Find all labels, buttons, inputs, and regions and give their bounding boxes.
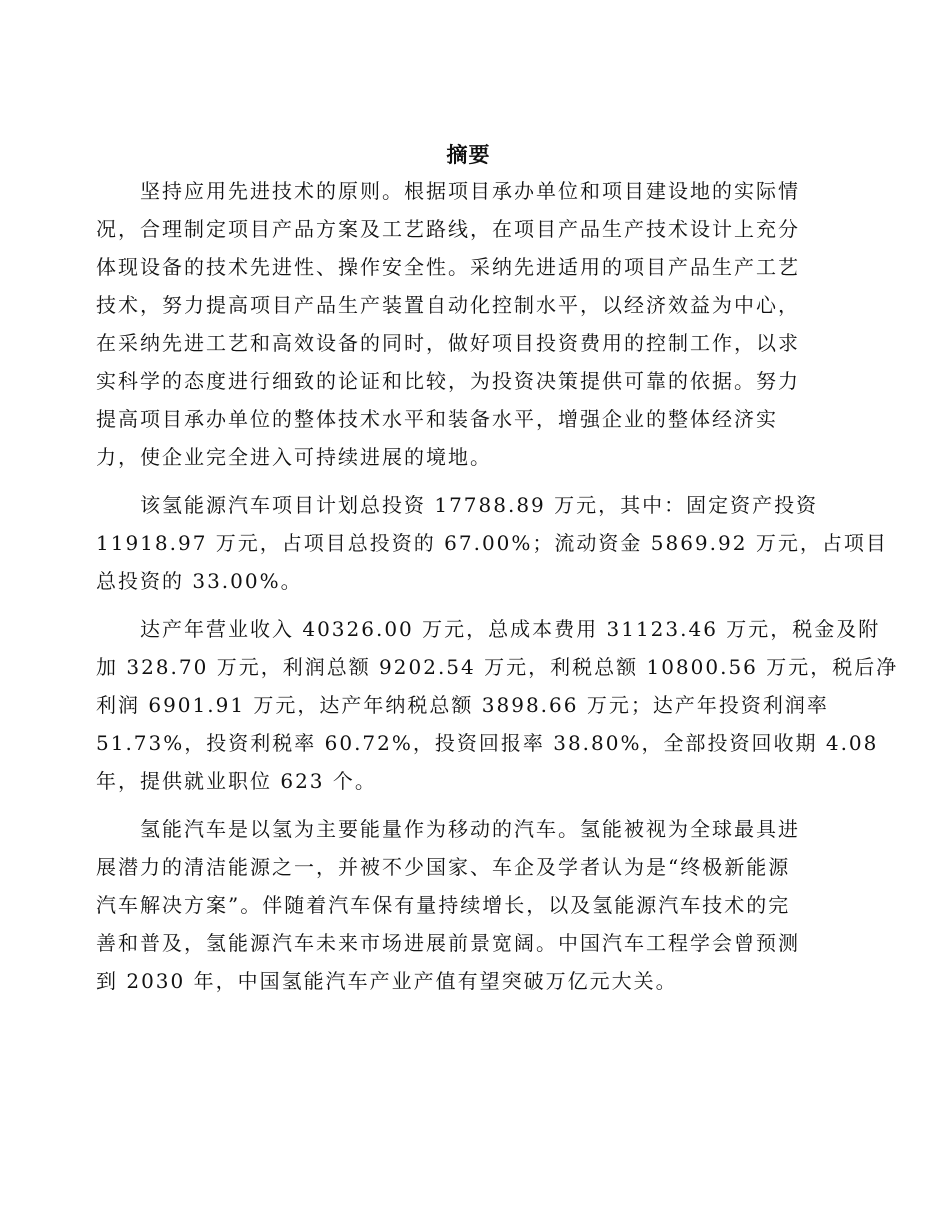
paragraph-line: 利润 6901.91 万元，达产年纳税总额 3898.66 万元；达产年投资利润率: [96, 693, 829, 717]
paragraph-investment: [96, 486, 888, 600]
paragraph-line: 力，使企业完全进入可持续进展的境地。: [96, 445, 492, 469]
paragraph-financials: [96, 610, 899, 800]
paragraph-line: 加 328.70 万元，利润总额 9202.54 万元，利税总额 10800.56 万元，税后净: [96, 655, 899, 679]
paragraph-line: 到 2030 年，中国氢能汽车产业产值有望突破万亿元大关。: [96, 969, 678, 993]
paragraph-line: 实科学的态度进行细致的论证和比较，为投资决策提供可靠的依据。努力: [96, 369, 800, 393]
paragraph-line: 况，合理制定项目产品方案及工艺路线，在项目产品生产技术设计上充分: [96, 217, 800, 241]
paragraph-line: 达产年营业收入 40326.00 万元，总成本费用 31123.46 万元，税金及附: [140, 617, 881, 641]
paragraph-line: 坚持应用先进技术的原则。根据项目承办单位和项目建设地的实际情: [140, 179, 800, 203]
paragraph-hydrogen-vehicles: [96, 810, 841, 1000]
paragraph-line: 体现设备的技术先进性、操作安全性。采纳先进适用的项目产品生产工艺: [96, 255, 800, 279]
paragraph-line: 11918.97 万元，占项目总投资的 67.00%；流动资金 5869.92 万元，占项目: [96, 531, 888, 555]
page-title: 摘要: [446, 142, 491, 167]
paragraph-line: 总投资的 33.00%。: [96, 569, 303, 593]
paragraph-line: 技术，努力提高项目产品生产装置自动化控制水平，以经济效益为中心，: [96, 293, 800, 317]
paragraph-line: 提高项目承办单位的整体技术水平和装备水平，增强企业的整体经济实: [96, 407, 778, 431]
paragraph-line: 汽车解决方案”。伴随着汽车保有量持续增长，以及氢能源汽车技术的完: [96, 893, 791, 917]
paragraph-line: 该氢能源汽车项目计划总投资 17788.89 万元，其中：固定资产投资: [140, 493, 819, 517]
document-page: [96, 140, 899, 1010]
paragraph-line: 展潜力的清洁能源之一，并被不少国家、车企及学者认为是“终极新能源: [96, 855, 791, 879]
paragraph-principle: [96, 172, 841, 476]
paragraph-line: 氢能汽车是以氢为主要能量作为移动的汽车。氢能被视为全球最具进: [140, 817, 800, 841]
paragraph-line: 51.73%，投资利税率 60.72%，投资回报率 38.80%，全部投资回收期 4.08: [96, 731, 879, 755]
paragraph-line: 年，提供就业职位 623 个。: [96, 769, 377, 793]
paragraph-line: 善和普及，氢能源汽车未来市场进展前景宽阔。中国汽车工程学会曾预测: [96, 931, 800, 955]
paragraph-line: 在采纳先进工艺和高效设备的同时，做好项目投资费用的控制工作，以求: [96, 331, 800, 355]
